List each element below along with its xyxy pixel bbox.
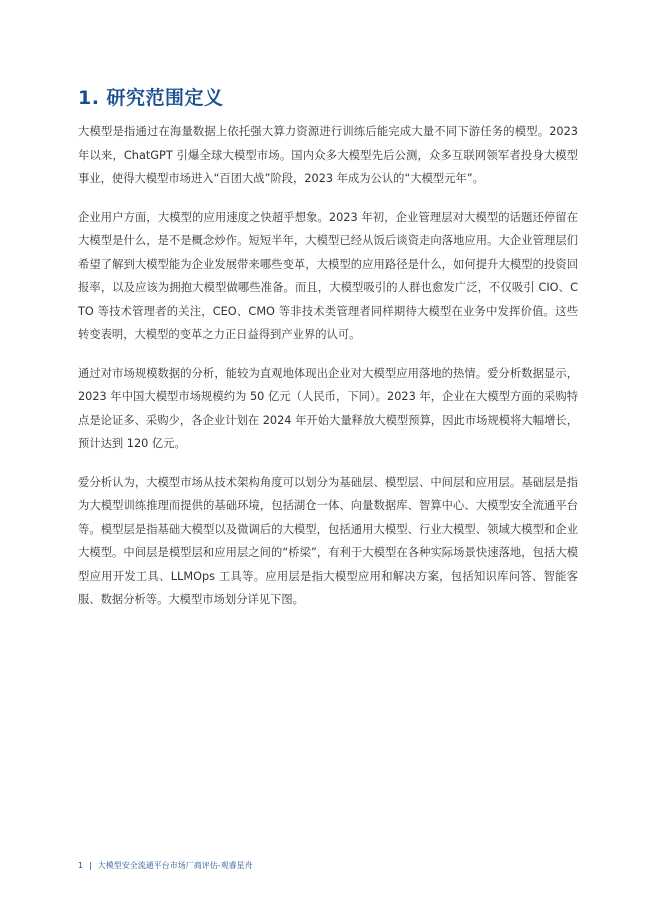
paragraph-market-size: 通过对市场规模数据的分析，能较为直观地体现出企业对大模型应用落地的热情。爱分析数据显示，2023 年中国大模型市场规模约为 50 亿元（人民币，下同）。2023 年，企业在大模型方面的采购特点是论证多、采购少，各企业计划在 2024 年开始大量释放大模型预算，因此市场规模将大幅增长，预计达到 120 亿元。	[78, 366, 578, 450]
page-number: 1	[78, 861, 84, 870]
section-title: 1. 研究范围定义	[78, 87, 224, 109]
paragraph-market-layers: 爱分析认为，大模型市场从技术架构角度可以划分为基础层、模型层、中间层和应用层。基础层是指为大模型训练推理而提供的基础环境，包括湖仓一体、向量数据库、智算中心、大模型安全流通平台等。模型层是指基础大模型以及微调后的大模型，包括通用大模型、行业大模型、领域大模型和企业大模型。中间层是模型层和应用层之间的“桥梁”，有利于大模型在各种实际场景快速落地，包括大模型应用开发工具、LLMOps 工具等。应用层是指大模型应用和解决方案，包括知识库问答、智能客服、数据分析等。大模型市场划分详见下图。	[78, 475, 578, 606]
page-footer	[78, 860, 253, 871]
paragraph-definition: 大模型是指通过在海量数据上依托强大算力资源进行训练后能完成大量不同下游任务的模型。2023年以来，ChatGPT 引爆全球大模型市场。国内众多大模型先后公测，众多互联网领军者投身大模型事业，使得大模型市场进入“百团大战”阶段，2023 年成为公认的“大模型元年”。	[78, 125, 578, 185]
footer-separator: |	[89, 861, 92, 870]
paragraph-enterprise-users: 企业用户方面，大模型的应用速度之快超乎想象。2023 年初，企业管理层对大模型的话题还停留在大模型是什么，是不是概念炒作。短短半年，大模型已经从饭后谈资走向落地应用。大企业管理层们希望了解到大模型能为企业发展带来哪些变革，大模型的应用路径是什么，如何提升大模型的投资回报率，以及应该为拥抱大模型做哪些准备。而且，大模型吸引的人群也愈发广泛，不仅吸引 CIO、CTO 等技术管理者的关注，CEO、CMO 等非技术类管理者同样期待大模型在业务中发挥价值。这些转变表明，大模型的变革之力正日益得到产业界的认可。	[78, 210, 578, 341]
body-text	[78, 120, 578, 627]
footer-title: 大模型安全流通平台市场厂商评估-观睿星舟	[97, 861, 253, 870]
